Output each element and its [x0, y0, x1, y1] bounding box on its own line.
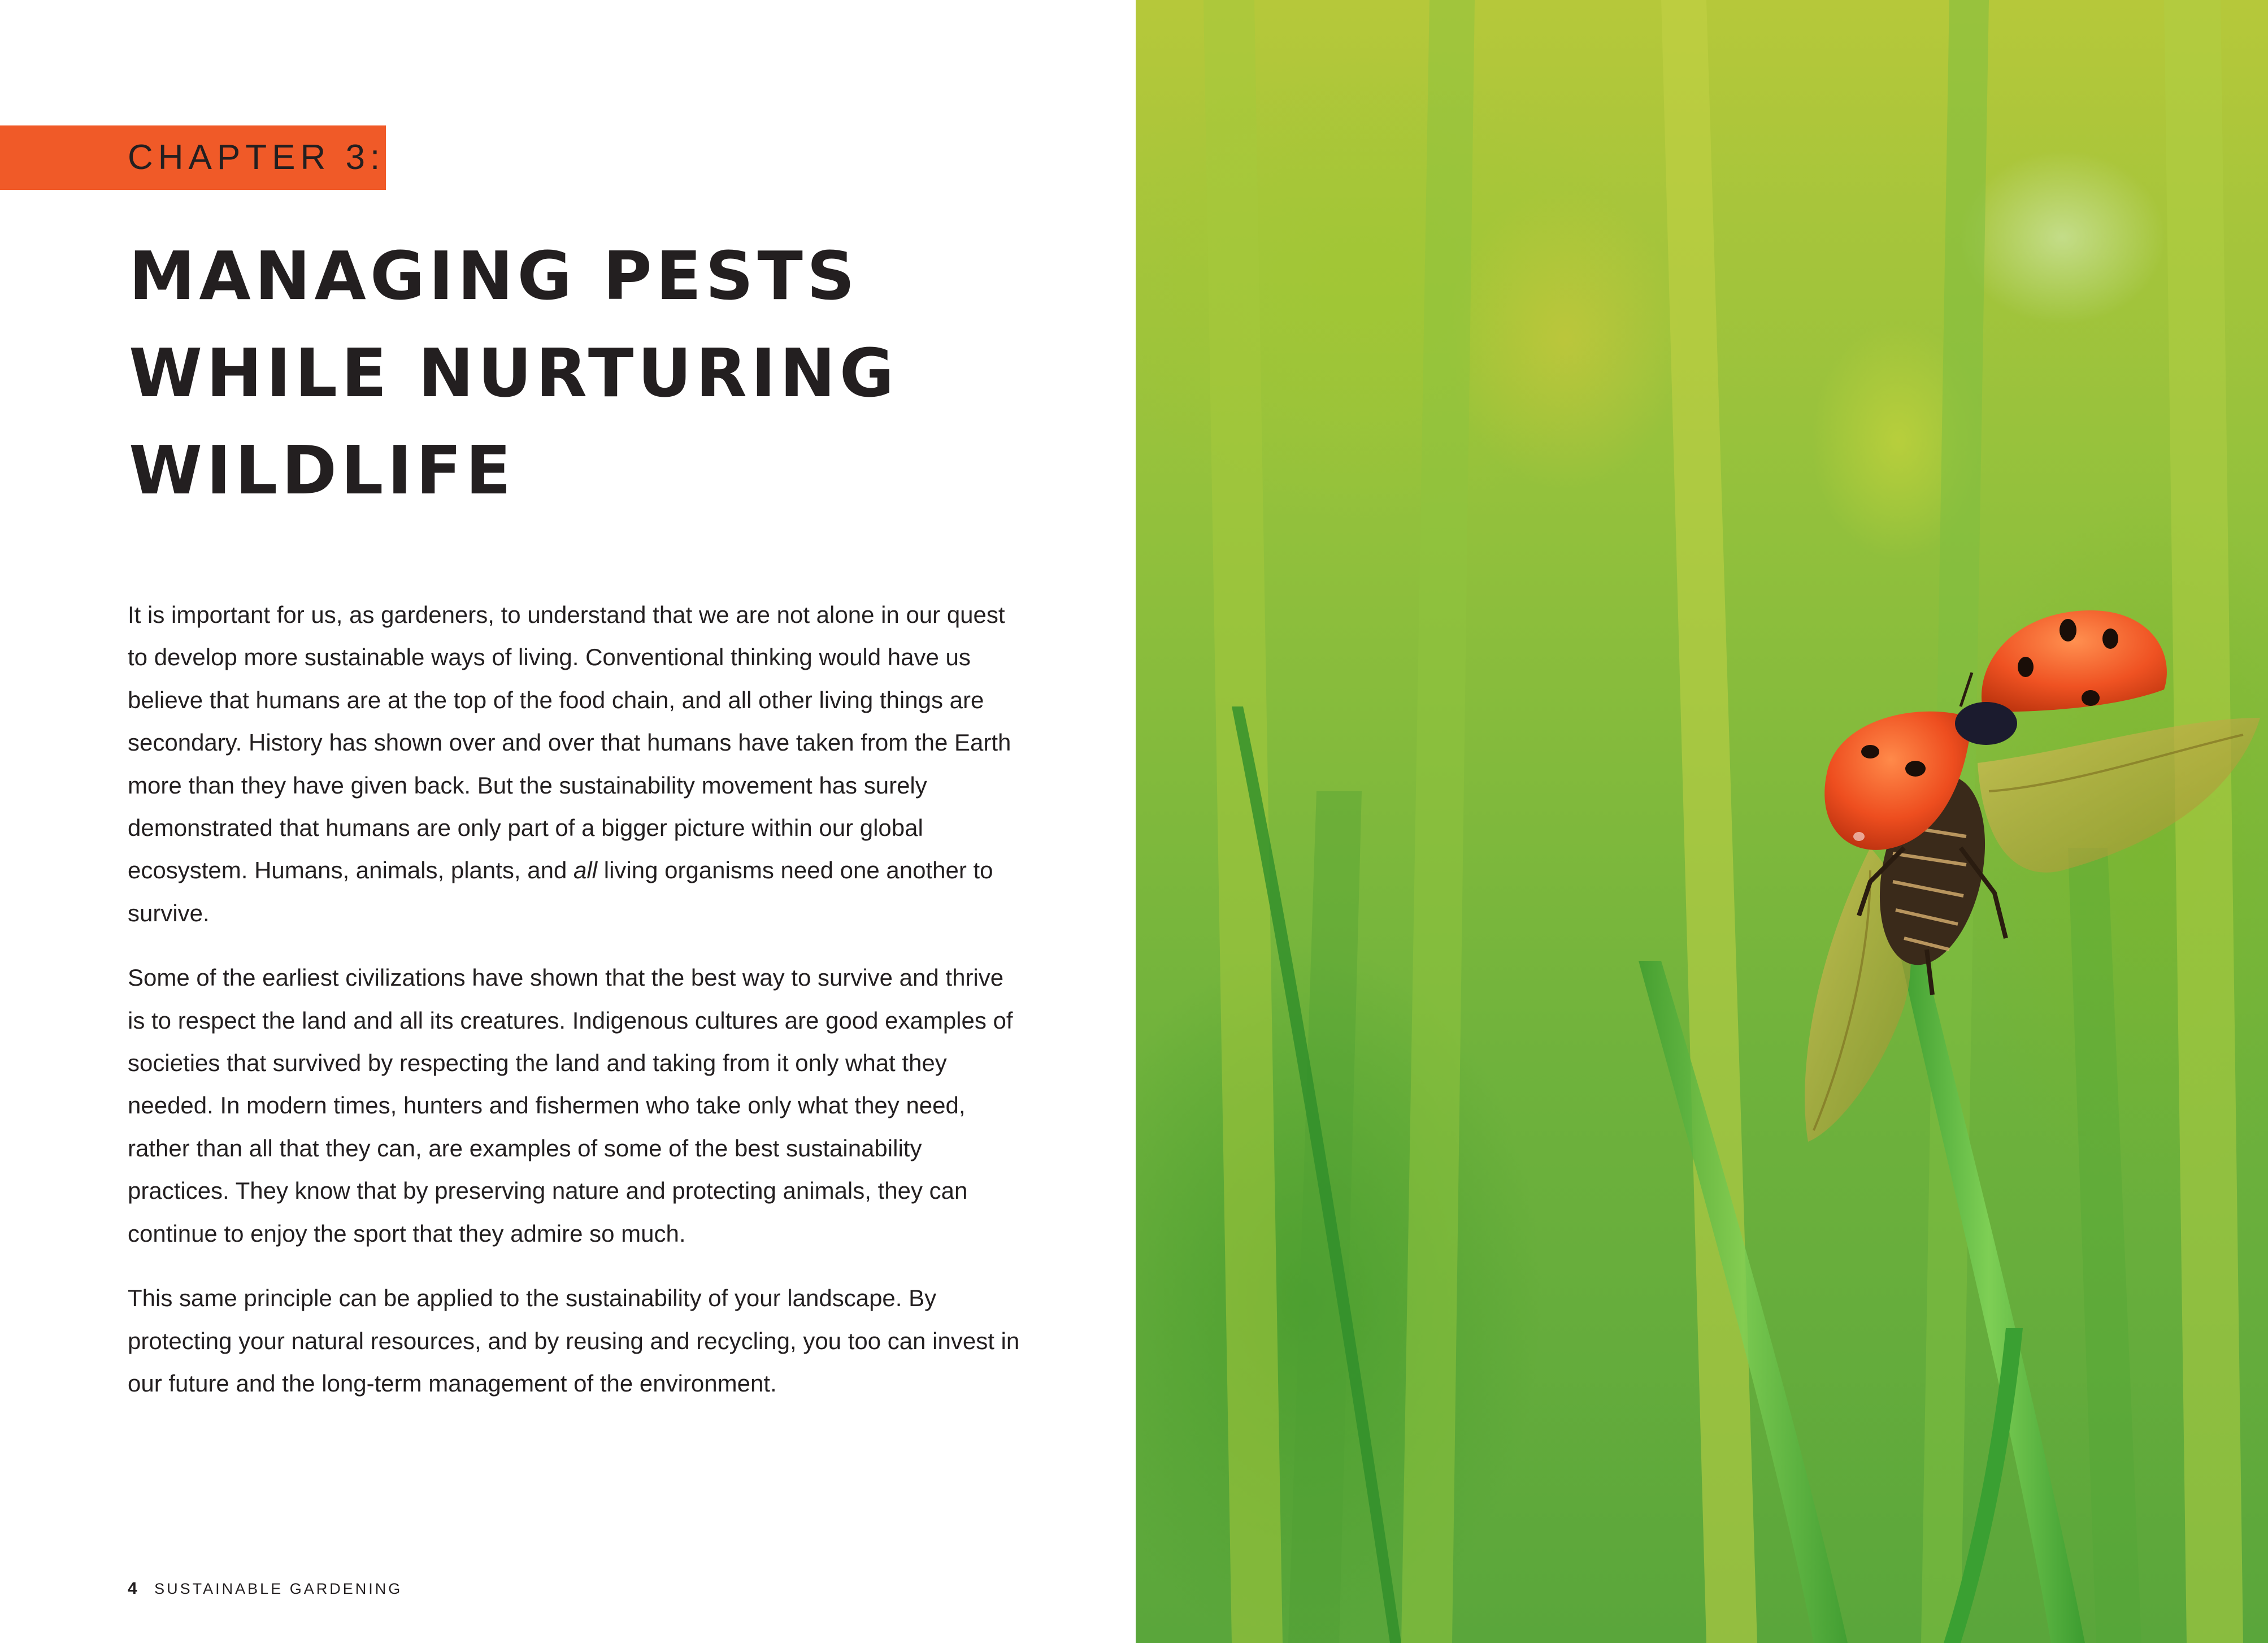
- italic-emphasis: all: [573, 857, 598, 884]
- body-paragraph-3: This same principle can be applied to the sustainability of your landscape. By protecting your natural resources, and by reusing and recycling, you too can invest in our future and the long-term management of the environment.: [128, 1285, 1020, 1397]
- chapter-label-banner: [0, 125, 386, 190]
- page-number: 4: [128, 1579, 137, 1598]
- chapter-label: CHAPTER 3:: [128, 138, 385, 177]
- page-footer: [128, 1579, 402, 1598]
- chapter-title-line: WHILE NURTURING: [129, 334, 898, 412]
- running-head: SUSTAINABLE GARDENING: [154, 1580, 403, 1597]
- chapter-title-line: WILDLIFE: [129, 431, 515, 509]
- body-paragraph-1: It is important for us, as gardeners, to understand that we are not alone in our quest to develop more sustainable ways of living. Conventional thinking would have us believe that humans are at the top of the food chain, and all other living things are secondary. History has shown over and over that humans have taken from the Earth more than they have given back. But the sustainability movement has surely demonstrated that humans are only part of a bigger picture within our global ecosystem. Humans, animals, plants, and all living organisms need one another to survive.: [128, 601, 1011, 926]
- ladybug-photo: [1136, 0, 2268, 1643]
- body-text: [128, 593, 1020, 1427]
- body-paragraph-2: Some of the earliest civilizations have shown that the best way to survive and thrive is to respect the land and all its creatures. Indigenous cultures are good examples of societies that survived by respecting the land and taking from it only what they needed. In modern times, hunters and fishermen who take only what they need, rather than all that they can, are examples of some of the best sustainability practices. They know that by preserving nature and protecting animals, they can continue to enjoy the sport that they admire so much.: [128, 964, 1013, 1247]
- chapter-title-line: MANAGING PESTS: [129, 237, 859, 315]
- ladybug-photo-illustration: [1136, 0, 2268, 1643]
- chapter-title: [129, 227, 1089, 519]
